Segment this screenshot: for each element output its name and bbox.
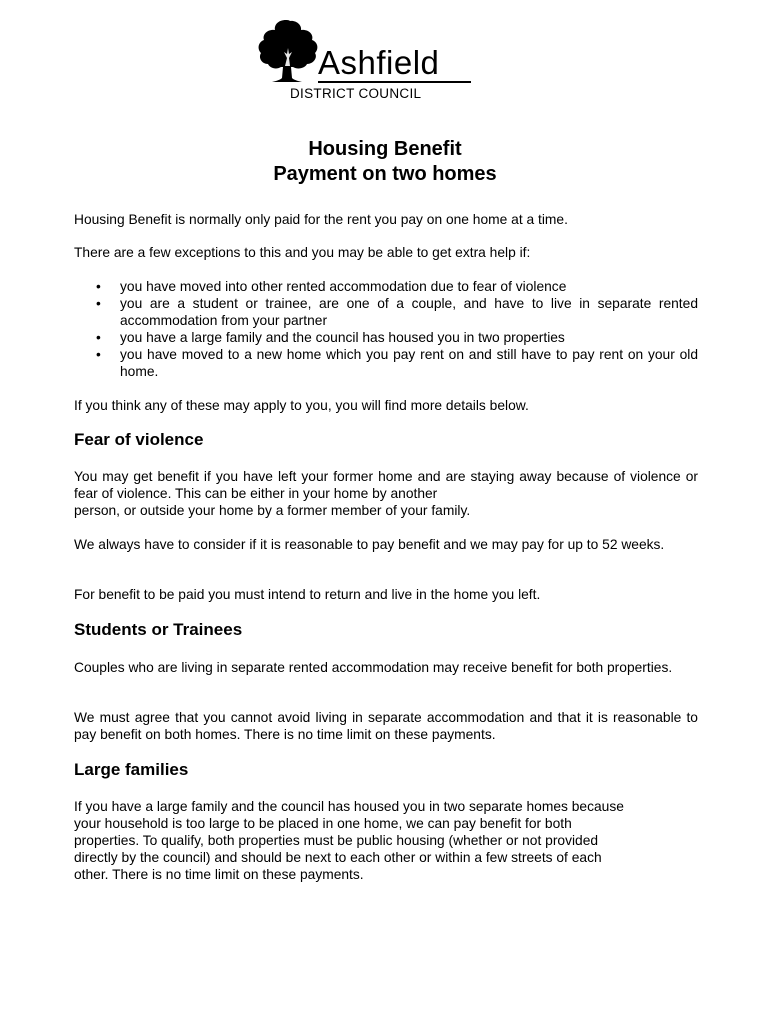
- intro-details-paragraph: If you think any of these may apply to you, you will find more details below.: [74, 398, 529, 413]
- section-heading-students: Students or Trainees: [74, 620, 243, 639]
- logo-subtitle: DISTRICT COUNCIL: [290, 86, 422, 101]
- fear-paragraph-1: You may get benefit if you have left your former home and are staying away because of violence or fear of violence. This can be either in your home by another person, or outside your home by a former member of your family.: [74, 469, 698, 518]
- list-item: • you have moved into other rented accommodation due to fear of violence: [96, 279, 567, 294]
- list-item: • you have a large family and the council has housed you in two properties: [96, 330, 565, 345]
- council-logo: [256, 18, 476, 108]
- intro-exceptions-paragraph: There are a few exceptions to this and you may be able to get extra help if:: [74, 245, 531, 260]
- page-title: Housing Benefit: [308, 138, 462, 160]
- list-item: • you are a student or trainee, are one of a couple, and have to live in separate rented accommodation from your partner: [96, 296, 698, 328]
- fear-paragraph-3: For benefit to be paid you must intend to return and live in the home you left.: [74, 587, 541, 602]
- logo-rule: [318, 81, 471, 83]
- students-paragraph-2: We must agree that you cannot avoid living in separate accommodation and that it is reasonable to pay benefit on both homes. There is no time limit on these payments.: [74, 710, 698, 742]
- section-heading-fear-of-violence: Fear of violence: [74, 430, 204, 449]
- large-families-paragraph: If you have a large family and the council has housed you in two separate homes because your household is too large to be placed in one home, we can pay benefit for both properties. To qualify, both properties must be public housing (whether or not provided directly by the council) and should be next to each other or within a few streets of each other. There is no time limit on these payments.: [74, 799, 624, 882]
- logo-name: Ashfield: [318, 44, 440, 81]
- tree-icon: [256, 18, 320, 84]
- page-subtitle: Payment on two homes: [273, 163, 497, 185]
- intro-paragraph: Housing Benefit is normally only paid for the rent you pay on one home at a time.: [74, 212, 568, 227]
- students-paragraph-1: Couples who are living in separate rented accommodation may receive benefit for both properties.: [74, 660, 673, 675]
- section-heading-large-families: Large families: [74, 760, 189, 779]
- list-item: • you have moved to a new home which you pay rent on and still have to pay rent on your old home.: [96, 347, 698, 379]
- fear-paragraph-2: We always have to consider if it is reasonable to pay benefit and we may pay for up to 52 weeks.: [74, 537, 665, 552]
- exceptions-list: [74, 278, 698, 380]
